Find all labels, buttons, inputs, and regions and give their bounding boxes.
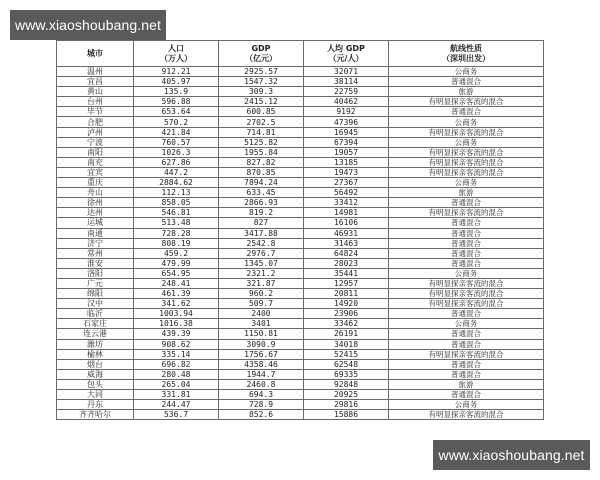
cell-gdp-per-capita: 16106 bbox=[304, 218, 389, 228]
header-gdp bbox=[219, 41, 304, 67]
cell-route-type: 有明显探亲客流的混合 bbox=[389, 167, 544, 177]
table-row bbox=[57, 147, 544, 157]
cell-city: 汉中 bbox=[57, 299, 134, 309]
cell-city: 常州 bbox=[57, 248, 134, 258]
cell-gdp-per-capita: 16945 bbox=[304, 127, 389, 137]
watermark-top: www.xiaoshoubang.net bbox=[10, 10, 166, 40]
cell-gdp-per-capita: 20811 bbox=[304, 289, 389, 299]
table-row bbox=[57, 329, 544, 339]
cell-gdp-per-capita: 14981 bbox=[304, 208, 389, 218]
cell-gdp: 3090.9 bbox=[219, 339, 304, 349]
table-row bbox=[57, 208, 544, 218]
table-row bbox=[57, 349, 544, 359]
cell-gdp: 1955.84 bbox=[219, 147, 304, 157]
cell-gdp: 2460.8 bbox=[219, 379, 304, 389]
cell-gdp: 714.81 bbox=[219, 127, 304, 137]
cell-route-type: 有明显探亲客流的混合 bbox=[389, 127, 544, 137]
header-route-type bbox=[389, 41, 544, 67]
cell-population: 627.86 bbox=[134, 157, 219, 167]
cell-gdp: 1150.81 bbox=[219, 329, 304, 339]
cell-gdp: 7894.24 bbox=[219, 178, 304, 188]
cell-gdp: 852.6 bbox=[219, 410, 304, 420]
table-row bbox=[57, 228, 544, 238]
table-header-row bbox=[57, 41, 544, 67]
table-row bbox=[57, 299, 544, 309]
cell-population: 331.81 bbox=[134, 390, 219, 400]
cell-city: 南阳 bbox=[57, 147, 134, 157]
cell-city: 南充 bbox=[57, 157, 134, 167]
cell-population: 858.05 bbox=[134, 198, 219, 208]
cell-gdp: 2866.93 bbox=[219, 198, 304, 208]
cell-gdp: 600.85 bbox=[219, 107, 304, 117]
cell-route-type: 公商务 bbox=[389, 117, 544, 127]
cell-gdp-per-capita: 33412 bbox=[304, 198, 389, 208]
cell-city: 宁波 bbox=[57, 137, 134, 147]
table-row bbox=[57, 248, 544, 258]
cell-city: 烟台 bbox=[57, 359, 134, 369]
cell-population: 570.2 bbox=[134, 117, 219, 127]
table-row bbox=[57, 127, 544, 137]
cell-gdp-per-capita: 31463 bbox=[304, 238, 389, 248]
cell-gdp: 2321.2 bbox=[219, 268, 304, 278]
header-unit: （亿元） bbox=[245, 53, 277, 63]
cell-city: 洛阳 bbox=[57, 268, 134, 278]
cell-population: 461.39 bbox=[134, 289, 219, 299]
table-row bbox=[57, 218, 544, 228]
cell-route-type: 普通混合 bbox=[389, 218, 544, 228]
table-row bbox=[57, 289, 544, 299]
header-unit: （元/人） bbox=[328, 53, 364, 63]
table-row bbox=[57, 278, 544, 288]
cell-population: 908.62 bbox=[134, 339, 219, 349]
cell-city: 南通 bbox=[57, 228, 134, 238]
cell-gdp: 1547.32 bbox=[219, 77, 304, 87]
cell-gdp: 5125.82 bbox=[219, 137, 304, 147]
cell-route-type: 普通混合 bbox=[389, 248, 544, 258]
cell-city: 宜宾 bbox=[57, 167, 134, 177]
header-label: 人口 bbox=[168, 43, 184, 53]
header-unit: （深圳出发） bbox=[442, 53, 490, 63]
header-label: GDP bbox=[251, 43, 271, 53]
cell-route-type: 普通混合 bbox=[389, 228, 544, 238]
cell-route-type: 公商务 bbox=[389, 268, 544, 278]
cell-population: 1026.3 bbox=[134, 147, 219, 157]
cell-gdp: 1345.07 bbox=[219, 258, 304, 268]
cell-city: 临沂 bbox=[57, 309, 134, 319]
cell-city: 达州 bbox=[57, 208, 134, 218]
cell-route-type: 公商务 bbox=[389, 319, 544, 329]
cell-gdp-per-capita: 92848 bbox=[304, 379, 389, 389]
cell-city: 绵阳 bbox=[57, 289, 134, 299]
header-gdp-per-capita bbox=[304, 41, 389, 67]
cell-gdp: 4358.46 bbox=[219, 359, 304, 369]
cell-population: 248.41 bbox=[134, 278, 219, 288]
cell-route-type: 旅游 bbox=[389, 87, 544, 97]
cell-gdp-per-capita: 33462 bbox=[304, 319, 389, 329]
table-row bbox=[57, 309, 544, 319]
cell-gdp-per-capita: 52415 bbox=[304, 349, 389, 359]
table-row bbox=[57, 268, 544, 278]
cell-route-type: 普通混合 bbox=[389, 329, 544, 339]
cell-gdp: 827 bbox=[219, 218, 304, 228]
cell-population: 1016.38 bbox=[134, 319, 219, 329]
table-row bbox=[57, 390, 544, 400]
cell-route-type: 旅游 bbox=[389, 188, 544, 198]
cell-gdp-per-capita: 28023 bbox=[304, 258, 389, 268]
table-row bbox=[57, 117, 544, 127]
cell-city: 济宁 bbox=[57, 238, 134, 248]
cell-city: 潍坊 bbox=[57, 339, 134, 349]
cell-gdp-per-capita: 9192 bbox=[304, 107, 389, 117]
cell-city: 运城 bbox=[57, 218, 134, 228]
cell-gdp-per-capita: 19473 bbox=[304, 167, 389, 177]
cell-population: 696.82 bbox=[134, 359, 219, 369]
cell-city: 舟山 bbox=[57, 188, 134, 198]
cell-population: 280.48 bbox=[134, 369, 219, 379]
header-label: 城市 bbox=[87, 48, 103, 58]
cell-route-type: 有明显探亲客流的混合 bbox=[389, 278, 544, 288]
cell-city: 淮安 bbox=[57, 258, 134, 268]
cell-population: 112.13 bbox=[134, 188, 219, 198]
table-row bbox=[57, 258, 544, 268]
cell-gdp-per-capita: 47396 bbox=[304, 117, 389, 127]
table-row bbox=[57, 410, 544, 420]
cell-gdp: 2400 bbox=[219, 309, 304, 319]
cell-population: 808.19 bbox=[134, 238, 219, 248]
cell-gdp: 3417.88 bbox=[219, 228, 304, 238]
table-row bbox=[57, 97, 544, 107]
city-route-table bbox=[56, 40, 544, 420]
header-label: 人均 GDP bbox=[327, 43, 365, 53]
cell-gdp-per-capita: 19057 bbox=[304, 147, 389, 157]
cell-city: 徐州 bbox=[57, 198, 134, 208]
table-body bbox=[57, 67, 544, 420]
cell-population: 728.28 bbox=[134, 228, 219, 238]
cell-gdp: 960.2 bbox=[219, 289, 304, 299]
cell-route-type: 有明显探亲客流的混合 bbox=[389, 97, 544, 107]
cell-route-type: 公商务 bbox=[389, 137, 544, 147]
cell-population: 1003.94 bbox=[134, 309, 219, 319]
table-row bbox=[57, 87, 544, 97]
table-row bbox=[57, 67, 544, 77]
cell-route-type: 有明显探亲客流的混合 bbox=[389, 157, 544, 167]
cell-gdp: 1944.7 bbox=[219, 369, 304, 379]
table-row bbox=[57, 238, 544, 248]
cell-population: 421.84 bbox=[134, 127, 219, 137]
cell-gdp-per-capita: 56492 bbox=[304, 188, 389, 198]
cell-city: 连云港 bbox=[57, 329, 134, 339]
cell-gdp-per-capita: 62548 bbox=[304, 359, 389, 369]
header-unit: （万人） bbox=[160, 53, 192, 63]
cell-gdp-per-capita: 23906 bbox=[304, 309, 389, 319]
table-row bbox=[57, 369, 544, 379]
cell-gdp-per-capita: 40462 bbox=[304, 97, 389, 107]
cell-route-type: 公商务 bbox=[389, 67, 544, 77]
cell-gdp-per-capita: 13185 bbox=[304, 157, 389, 167]
cell-gdp: 819.2 bbox=[219, 208, 304, 218]
cell-gdp-per-capita: 29816 bbox=[304, 400, 389, 410]
cell-gdp-per-capita: 12957 bbox=[304, 278, 389, 288]
table-row bbox=[57, 178, 544, 188]
cell-population: 653.64 bbox=[134, 107, 219, 117]
cell-population: 447.2 bbox=[134, 167, 219, 177]
cell-gdp-per-capita: 64824 bbox=[304, 248, 389, 258]
cell-population: 596.88 bbox=[134, 97, 219, 107]
cell-city: 威海 bbox=[57, 369, 134, 379]
cell-city: 丹东 bbox=[57, 400, 134, 410]
cell-route-type: 旅游 bbox=[389, 379, 544, 389]
cell-gdp-per-capita: 20925 bbox=[304, 390, 389, 400]
cell-city: 大同 bbox=[57, 390, 134, 400]
cell-gdp: 509.7 bbox=[219, 299, 304, 309]
cell-gdp-per-capita: 38114 bbox=[304, 77, 389, 87]
table-row bbox=[57, 379, 544, 389]
cell-gdp-per-capita: 27367 bbox=[304, 178, 389, 188]
header-label: 航线性质 bbox=[450, 43, 482, 53]
cell-route-type: 普通混合 bbox=[389, 238, 544, 248]
cell-population: 341.62 bbox=[134, 299, 219, 309]
cell-population: 439.39 bbox=[134, 329, 219, 339]
cell-gdp: 309.3 bbox=[219, 87, 304, 97]
table-row bbox=[57, 157, 544, 167]
cell-route-type: 有明显探亲客流的混合 bbox=[389, 289, 544, 299]
cell-route-type: 普通混合 bbox=[389, 369, 544, 379]
cell-route-type: 普通混合 bbox=[389, 198, 544, 208]
cell-population: 265.04 bbox=[134, 379, 219, 389]
cell-gdp: 3401 bbox=[219, 319, 304, 329]
table-row bbox=[57, 188, 544, 198]
table-row bbox=[57, 339, 544, 349]
cell-city: 宜昌 bbox=[57, 77, 134, 87]
header-city bbox=[57, 41, 134, 67]
cell-gdp-per-capita: 34018 bbox=[304, 339, 389, 349]
cell-gdp: 827.82 bbox=[219, 157, 304, 167]
table-row bbox=[57, 400, 544, 410]
cell-gdp: 1756.67 bbox=[219, 349, 304, 359]
cell-gdp: 2542.8 bbox=[219, 238, 304, 248]
cell-route-type: 有明显探亲客流的混合 bbox=[389, 349, 544, 359]
table-row bbox=[57, 77, 544, 87]
cell-route-type: 有明显探亲客流的混合 bbox=[389, 147, 544, 157]
cell-gdp-per-capita: 67394 bbox=[304, 137, 389, 147]
cell-route-type: 有明显探亲客流的混合 bbox=[389, 410, 544, 420]
table-row bbox=[57, 137, 544, 147]
cell-route-type: 公商务 bbox=[389, 400, 544, 410]
cell-city: 石家庄 bbox=[57, 319, 134, 329]
cell-gdp-per-capita: 15886 bbox=[304, 410, 389, 420]
cell-population: 135.9 bbox=[134, 87, 219, 97]
cell-route-type: 普通混合 bbox=[389, 359, 544, 369]
cell-population: 479.99 bbox=[134, 258, 219, 268]
cell-route-type: 有明显探亲客流的混合 bbox=[389, 299, 544, 309]
cell-city: 齐齐哈尔 bbox=[57, 410, 134, 420]
table-row bbox=[57, 198, 544, 208]
cell-city: 重庆 bbox=[57, 178, 134, 188]
table-row bbox=[57, 319, 544, 329]
cell-city: 合肥 bbox=[57, 117, 134, 127]
cell-route-type: 普通混合 bbox=[389, 107, 544, 117]
cell-population: 536.7 bbox=[134, 410, 219, 420]
cell-city: 榆林 bbox=[57, 349, 134, 359]
cell-population: 2884.62 bbox=[134, 178, 219, 188]
cell-gdp: 633.45 bbox=[219, 188, 304, 198]
cell-gdp-per-capita: 69335 bbox=[304, 369, 389, 379]
cell-route-type: 普通混合 bbox=[389, 339, 544, 349]
cell-city: 温州 bbox=[57, 67, 134, 77]
cell-gdp: 728.9 bbox=[219, 400, 304, 410]
cell-gdp-per-capita: 22759 bbox=[304, 87, 389, 97]
table-row bbox=[57, 167, 544, 177]
cell-route-type: 有明显探亲客流的混合 bbox=[389, 208, 544, 218]
cell-gdp-per-capita: 32071 bbox=[304, 67, 389, 77]
header-population bbox=[134, 41, 219, 67]
cell-route-type: 普通混合 bbox=[389, 258, 544, 268]
cell-population: 654.95 bbox=[134, 268, 219, 278]
cell-city: 毕节 bbox=[57, 107, 134, 117]
table-row bbox=[57, 107, 544, 117]
table-row bbox=[57, 359, 544, 369]
cell-gdp: 2976.7 bbox=[219, 248, 304, 258]
cell-route-type: 普通混合 bbox=[389, 309, 544, 319]
cell-population: 760.57 bbox=[134, 137, 219, 147]
cell-city: 泸州 bbox=[57, 127, 134, 137]
cell-route-type: 普通混合 bbox=[389, 77, 544, 87]
cell-gdp-per-capita: 35441 bbox=[304, 268, 389, 278]
cell-gdp: 2925.57 bbox=[219, 67, 304, 77]
cell-city: 广元 bbox=[57, 278, 134, 288]
cell-population: 546.81 bbox=[134, 208, 219, 218]
cell-population: 912.21 bbox=[134, 67, 219, 77]
cell-gdp: 2702.5 bbox=[219, 117, 304, 127]
cell-gdp: 2415.12 bbox=[219, 97, 304, 107]
cell-population: 459.2 bbox=[134, 248, 219, 258]
cell-route-type: 普通混合 bbox=[389, 390, 544, 400]
cell-city: 台州 bbox=[57, 97, 134, 107]
cell-route-type: 公商务 bbox=[389, 178, 544, 188]
cell-gdp-per-capita: 26191 bbox=[304, 329, 389, 339]
cell-population: 513.48 bbox=[134, 218, 219, 228]
cell-population: 244.47 bbox=[134, 400, 219, 410]
cell-gdp: 694.3 bbox=[219, 390, 304, 400]
cell-population: 405.97 bbox=[134, 77, 219, 87]
cell-city: 黄山 bbox=[57, 87, 134, 97]
cell-gdp: 870.85 bbox=[219, 167, 304, 177]
watermark-bottom: www.xiaoshoubang.net bbox=[433, 440, 590, 470]
cell-gdp: 321.87 bbox=[219, 278, 304, 288]
cell-gdp-per-capita: 46931 bbox=[304, 228, 389, 238]
cell-city: 包头 bbox=[57, 379, 134, 389]
cell-population: 335.14 bbox=[134, 349, 219, 359]
cell-gdp-per-capita: 14920 bbox=[304, 299, 389, 309]
